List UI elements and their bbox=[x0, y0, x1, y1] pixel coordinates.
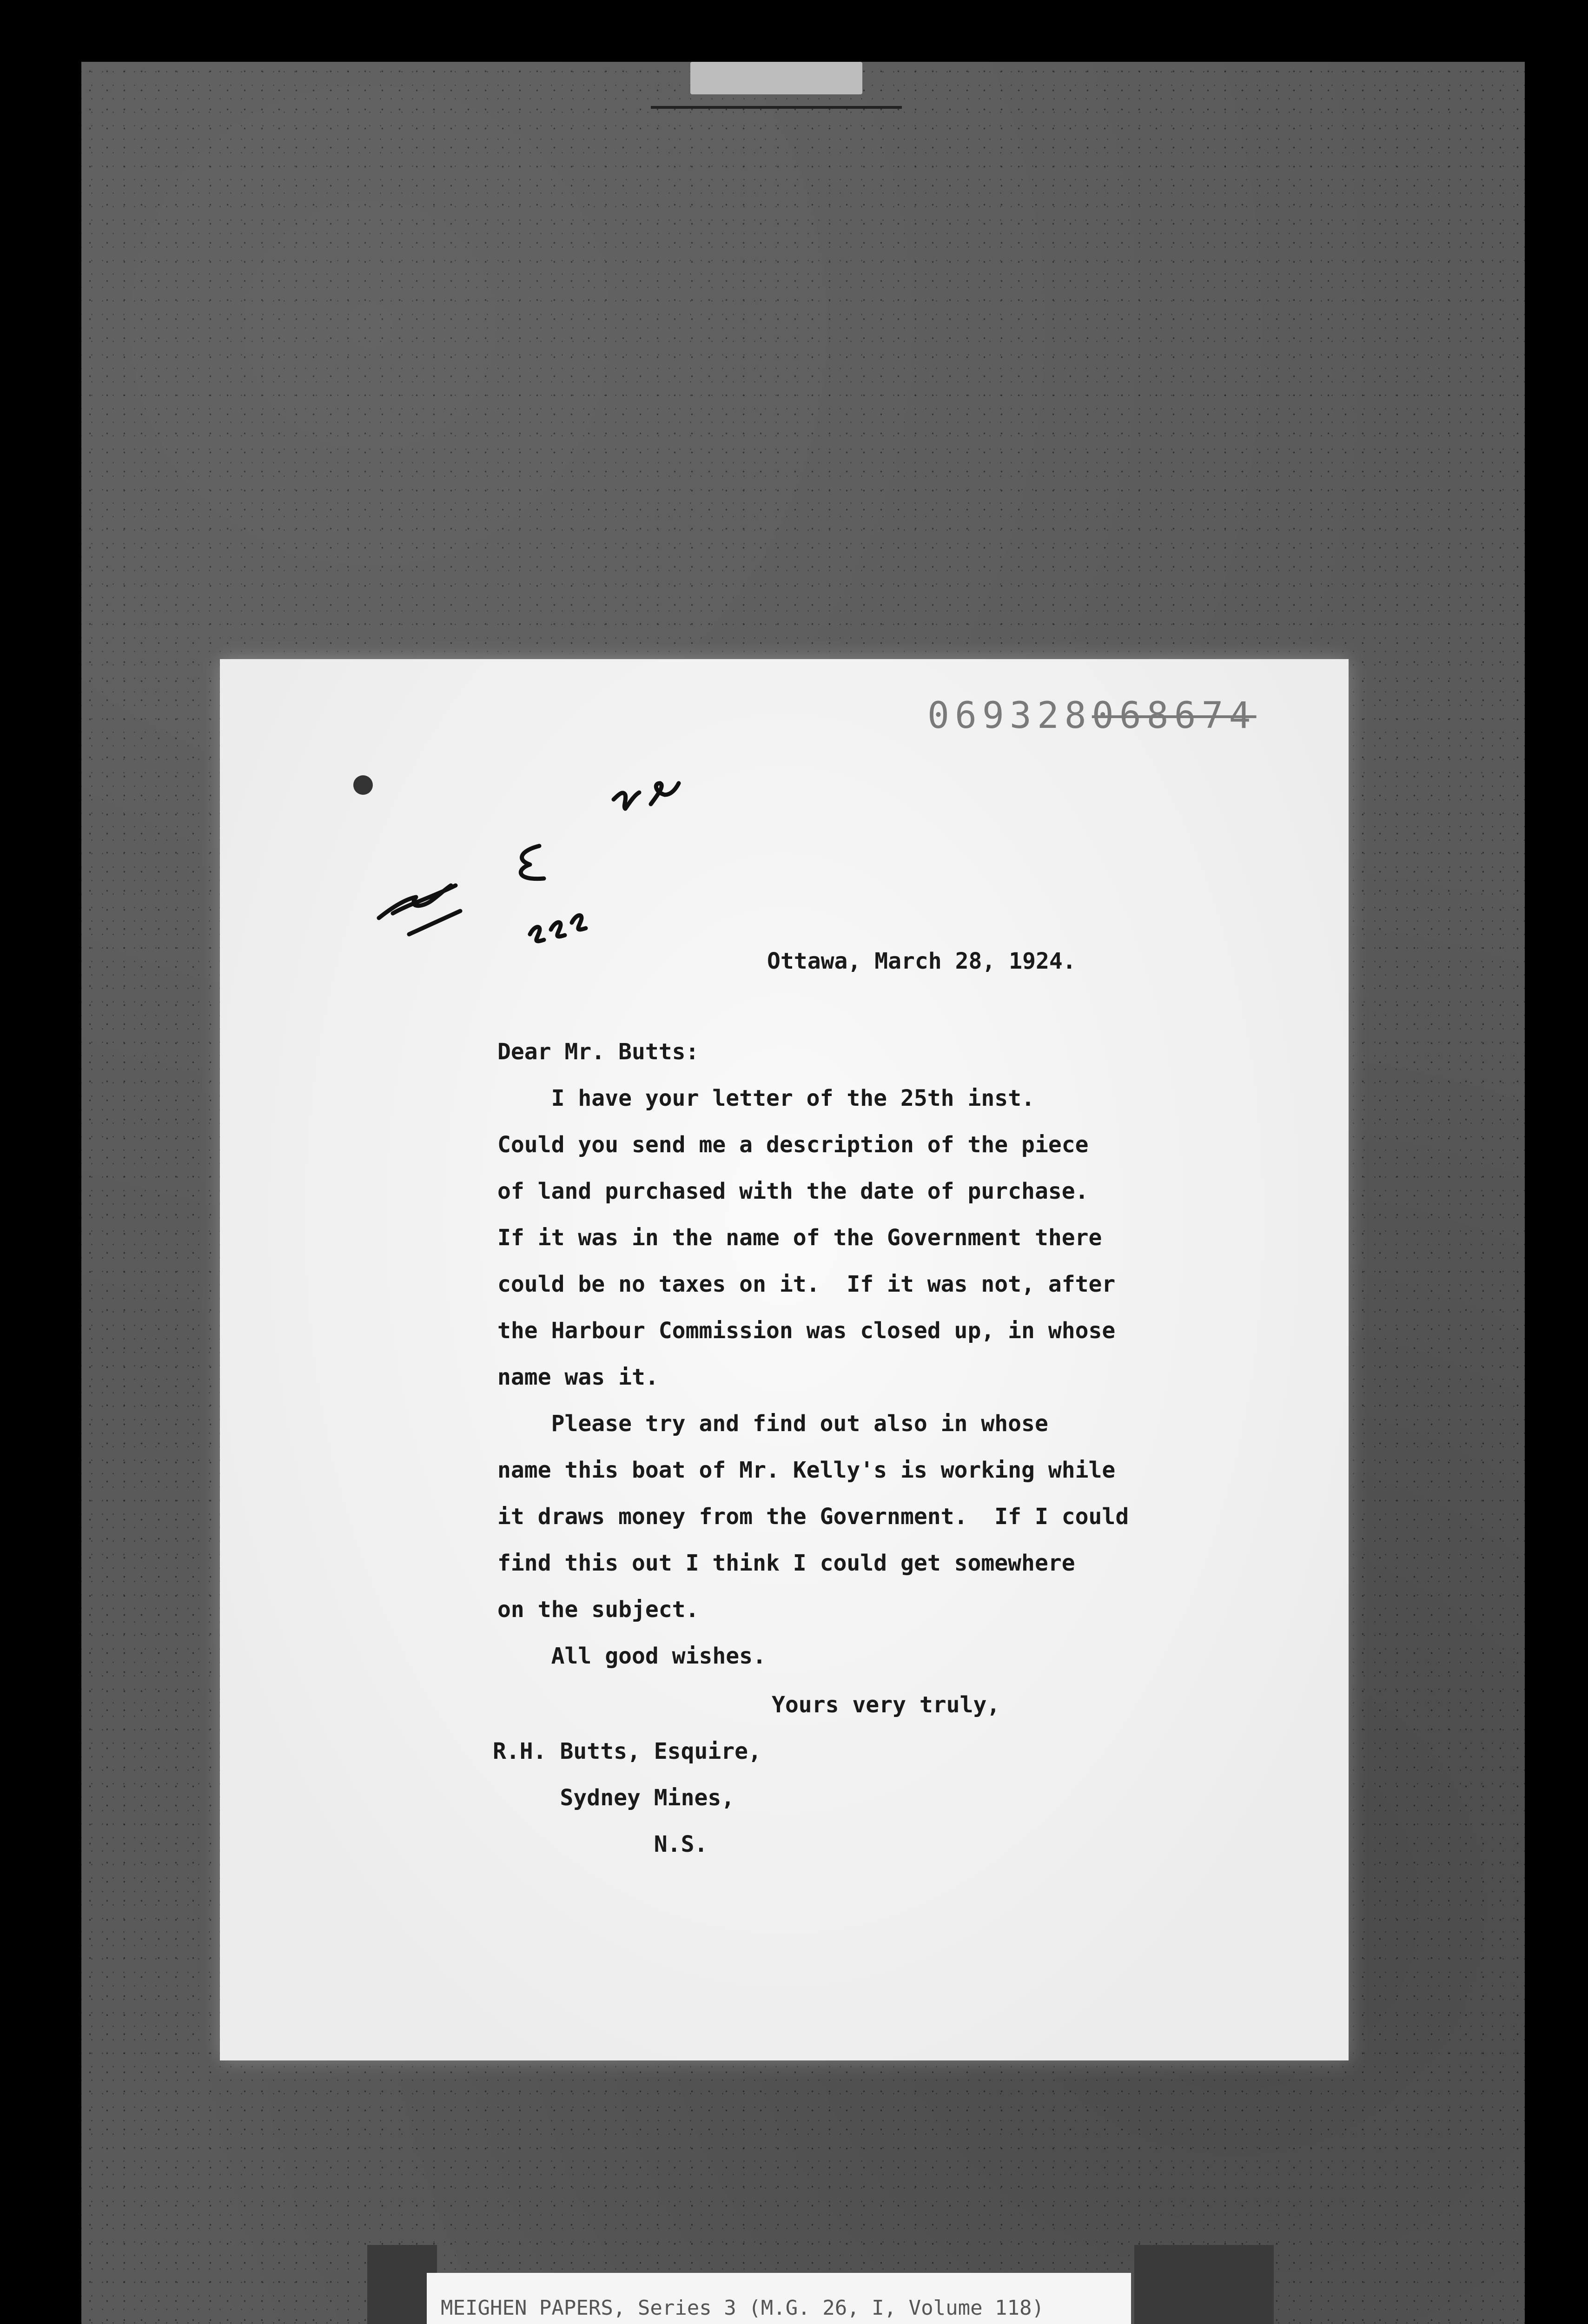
letter-line: the Harbour Commission was closed up, in whose bbox=[497, 1318, 1116, 1344]
collection-reference-label bbox=[427, 2273, 1131, 2324]
recipient-address-line: Sydney Mines, bbox=[493, 1785, 735, 1811]
letter-line: name this boat of Mr. Kelly's is working while bbox=[497, 1457, 1116, 1483]
mounting-tape bbox=[690, 62, 862, 94]
mounting-tape-edge bbox=[651, 106, 902, 109]
letter-line: I have your letter of the 25th inst. bbox=[497, 1085, 1035, 1111]
letter-line: of land purchased with the date of purchase. bbox=[497, 1178, 1089, 1204]
letter-line: find this out I think I could get somewhere bbox=[497, 1550, 1075, 1576]
letter-line: on the subject. bbox=[497, 1597, 699, 1623]
letter-line: Could you send me a description of the piece bbox=[497, 1132, 1089, 1158]
letter-line: could be no taxes on it. If it was not, after bbox=[497, 1271, 1116, 1297]
document-number-stamp bbox=[927, 695, 1257, 737]
collection-reference-text: MEIGHEN PAPERS, Series 3 (M.G. 26, I, Volume 118) bbox=[441, 2296, 1045, 2320]
letter-line: Please try and find out also in whose bbox=[497, 1411, 1048, 1437]
document-number-struck: 068674 bbox=[1092, 695, 1257, 737]
letter-salutation: Dear Mr. Butts: bbox=[497, 1039, 699, 1065]
letter-closing: Yours very truly, bbox=[772, 1692, 1000, 1718]
document-number-current: 069328 bbox=[927, 695, 1092, 737]
letter-dateline: Ottawa, March 28, 1924. bbox=[767, 948, 1076, 974]
letter-line: If it was in the name of the Government there bbox=[497, 1225, 1102, 1251]
letter-line: it draws money from the Government. If I could bbox=[497, 1504, 1129, 1530]
letter-line: All good wishes. bbox=[497, 1643, 766, 1669]
letter-line: name was it. bbox=[497, 1364, 659, 1390]
handwritten-annotation bbox=[298, 725, 753, 967]
recipient-address-line: R.H. Butts, Esquire, bbox=[493, 1738, 761, 1764]
mount-clip-right bbox=[1134, 2245, 1274, 2324]
recipient-address-line: N.S. bbox=[493, 1831, 708, 1857]
